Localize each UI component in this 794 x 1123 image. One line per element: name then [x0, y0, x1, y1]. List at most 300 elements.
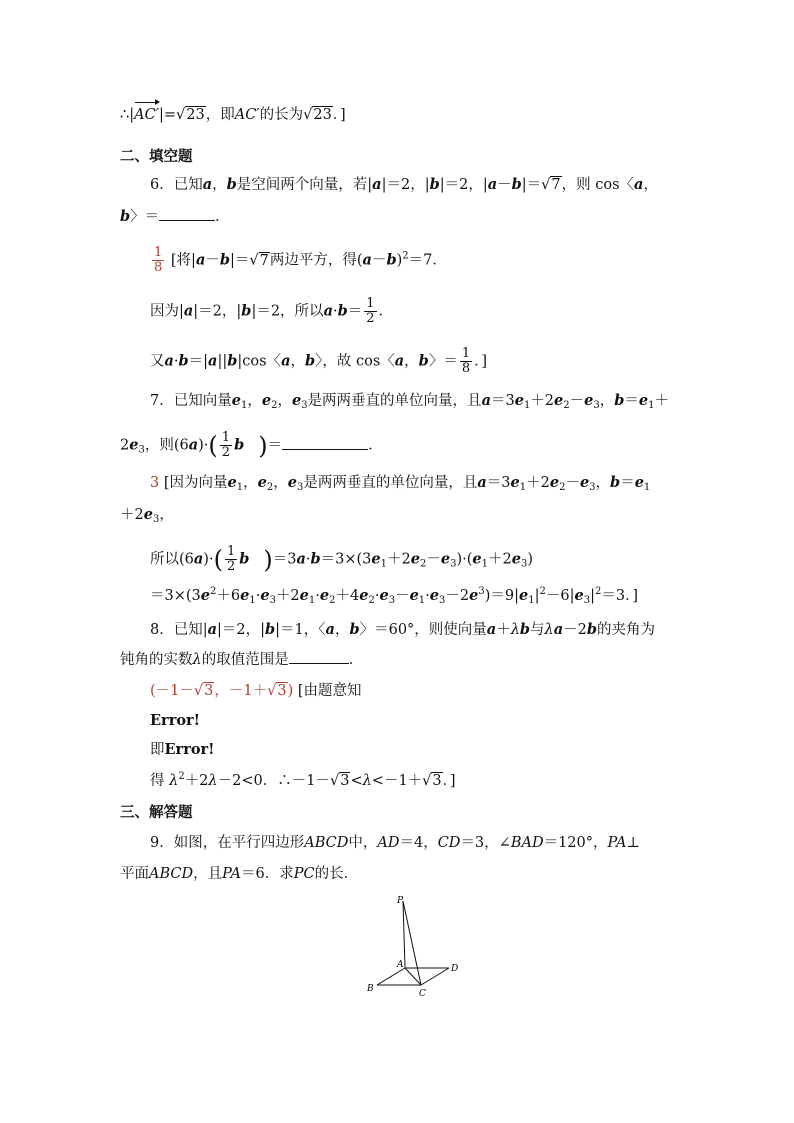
- text: |＝2，|: [193, 303, 242, 320]
- var: a: [296, 550, 306, 568]
- var: e: [287, 474, 297, 491]
- text: 钝角的实数: [120, 652, 193, 668]
- subscript: 3: [301, 400, 308, 411]
- question-6-line-2: [120, 207, 230, 227]
- var: a: [477, 474, 487, 491]
- var: λ: [169, 773, 179, 789]
- var: e: [299, 587, 309, 604]
- subscript: 2: [563, 400, 570, 411]
- var: a: [481, 392, 491, 409]
- text: ，即: [205, 107, 235, 123]
- var: e: [549, 474, 560, 491]
- text: ，: [404, 353, 419, 370]
- var: e: [579, 474, 590, 491]
- section-heading-fill-blank: 二、填空题: [120, 148, 193, 165]
- var: λ: [192, 652, 202, 668]
- edge-cd: [421, 968, 449, 985]
- subscript: 3: [439, 595, 446, 606]
- text: ·: [255, 588, 261, 604]
- text: ＝: [624, 393, 639, 409]
- text: |＝: [521, 177, 542, 193]
- exponent: 2: [210, 586, 217, 597]
- question-8-line-1: [150, 620, 655, 640]
- var: PA: [607, 835, 627, 851]
- var: e: [511, 550, 521, 568]
- text: )·: [198, 437, 209, 454]
- edge-pc: [403, 901, 421, 985]
- var: e: [240, 587, 250, 604]
- var: b: [178, 352, 189, 370]
- var: a: [195, 251, 206, 269]
- subscript: 1: [236, 482, 244, 493]
- text: ＝|: [188, 353, 209, 370]
- text: 的取值范围是: [201, 652, 289, 668]
- var: b: [226, 176, 237, 193]
- label-c: C: [419, 989, 426, 999]
- var: b: [304, 352, 316, 370]
- text: 是两两垂直的单位向量，且: [307, 393, 482, 409]
- text: |＝2，|: [439, 177, 488, 193]
- subscript: 3: [138, 444, 145, 456]
- sqrt-sign: √: [303, 107, 313, 123]
- text: ＋2: [387, 551, 411, 568]
- text: )＝9|: [484, 588, 520, 604]
- text: ＝3×(3: [320, 551, 372, 568]
- var: e: [429, 587, 440, 604]
- radicand: 7: [259, 252, 269, 269]
- subscript: 3: [520, 558, 528, 570]
- text: ): [527, 551, 534, 568]
- var: e: [519, 587, 529, 604]
- text: ＋2: [530, 393, 555, 409]
- text: (－1－: [150, 683, 194, 699]
- text: ·: [315, 588, 320, 604]
- sqrt-sign: √: [541, 177, 551, 193]
- var: a: [487, 176, 498, 193]
- var: e: [231, 392, 241, 409]
- radicand: 7: [551, 177, 561, 193]
- var: e: [514, 392, 524, 409]
- var: λ: [544, 622, 554, 638]
- var: a: [188, 436, 199, 454]
- text: ＋2: [488, 551, 512, 568]
- question-9-line-2: [120, 864, 358, 884]
- var: b: [265, 621, 276, 638]
- fraction: [460, 347, 472, 376]
- denominator: 2: [221, 445, 231, 460]
- sqrt-sign: √: [422, 773, 432, 789]
- var: e: [261, 392, 272, 409]
- numerator: 1: [461, 346, 471, 361]
- text: －: [497, 177, 512, 193]
- text: ．: [348, 652, 364, 668]
- text: ＋6: [216, 588, 241, 604]
- sqrt-sign: √: [249, 252, 259, 269]
- answer-blank[interactable]: [159, 220, 215, 221]
- radicand: 23: [186, 107, 205, 123]
- text: ，: [159, 507, 174, 523]
- text: ＝3．]: [601, 588, 639, 604]
- text: 即: [150, 742, 165, 758]
- var: AD: [377, 835, 400, 851]
- text: |＝: [229, 252, 250, 269]
- text: 8．已知|: [150, 622, 208, 638]
- radicand: 3: [432, 773, 442, 789]
- answer-7-line-3: [150, 545, 533, 574]
- var: b: [239, 550, 250, 568]
- text: ⊥: [626, 835, 641, 851]
- text: 2: [120, 437, 130, 454]
- text: ∴|: [120, 107, 135, 123]
- text: 〉＝60°，则使向量: [359, 622, 487, 638]
- answer-blank[interactable]: [282, 449, 368, 450]
- var: a: [372, 176, 382, 193]
- subscript: 1: [648, 400, 655, 411]
- answer-6-line-3: [150, 347, 487, 376]
- var: e: [469, 587, 479, 604]
- var: a: [202, 176, 213, 193]
- subscript: 2: [368, 595, 375, 606]
- var: e: [260, 587, 270, 604]
- sqrt-sign: √: [329, 773, 340, 789]
- edge-ac: [405, 968, 421, 985]
- section-heading-answer: 三、解答题: [120, 804, 193, 821]
- var: BAD: [510, 835, 544, 851]
- text: ＝: [267, 437, 283, 454]
- answer-blank[interactable]: [289, 663, 349, 664]
- var: e: [143, 506, 153, 523]
- text: 9．如图，在平行四边形: [150, 835, 305, 851]
- var: e: [574, 587, 584, 604]
- text: ，: [643, 177, 658, 193]
- subscript: 1: [643, 482, 651, 493]
- denominator: 8: [461, 361, 471, 376]
- text: ＝3，∠: [460, 835, 511, 851]
- var: e: [200, 587, 210, 604]
- var: b: [519, 621, 531, 638]
- right-paren: ): [258, 431, 268, 460]
- var: b: [429, 176, 440, 193]
- text: <: [350, 773, 363, 789]
- text: ＝4，: [399, 835, 438, 851]
- var: b: [349, 621, 360, 638]
- numerator: 1: [154, 245, 163, 260]
- answer-6-line-1: [150, 246, 447, 275]
- text: ＝3: [490, 393, 515, 409]
- text: ＝6．求: [241, 866, 294, 882]
- text: ，: [277, 393, 292, 409]
- var: a: [634, 176, 644, 193]
- text: ，: [290, 353, 305, 370]
- var: e: [129, 436, 139, 454]
- var: a: [164, 352, 174, 370]
- text: ＋: [496, 622, 511, 638]
- sqrt-sign: √: [176, 107, 186, 123]
- text: ): [287, 683, 294, 699]
- var: b: [614, 392, 625, 409]
- text: ＋2: [184, 773, 209, 789]
- answer-fraction: [152, 246, 164, 275]
- numerator: 1: [226, 544, 236, 559]
- var: b: [241, 302, 252, 320]
- text: |＝1，〈: [275, 622, 326, 638]
- text: |: [534, 588, 540, 604]
- text: ，: [212, 177, 227, 193]
- text: ＝: [347, 303, 363, 320]
- label-p: P: [397, 896, 404, 906]
- var: e: [409, 587, 419, 604]
- var: λ: [510, 622, 520, 638]
- subscript: 1: [418, 595, 426, 606]
- text: ，－1＋: [214, 683, 268, 699]
- text: 所以(6: [150, 551, 194, 568]
- denominator: 8: [154, 260, 163, 275]
- sqrt-sign: √: [193, 683, 204, 699]
- numerator: 1: [366, 296, 375, 311]
- text: 与: [530, 622, 545, 638]
- text: －: [205, 252, 220, 269]
- var: λ: [362, 773, 372, 789]
- text: ．]: [442, 773, 456, 789]
- text: 〉＝: [428, 353, 458, 370]
- text: ．: [368, 437, 383, 454]
- text: [因为向量: [163, 475, 228, 491]
- text: －: [395, 588, 410, 604]
- var: ABCD: [149, 866, 194, 882]
- answer-interval: [150, 682, 293, 699]
- var: a: [207, 621, 218, 638]
- subscript: 3: [296, 482, 304, 493]
- text: 的长．: [314, 866, 359, 882]
- var: b: [234, 436, 245, 454]
- answer-line-ac: [120, 105, 346, 125]
- label-a: A: [397, 960, 404, 970]
- var: b: [219, 251, 230, 269]
- text: 是两两垂直的单位向量，且: [303, 475, 478, 491]
- text: |=: [158, 107, 177, 123]
- var: e: [227, 474, 237, 491]
- denominator: 2: [366, 311, 375, 326]
- subscript: 1: [308, 595, 316, 606]
- text: 的长为: [259, 107, 304, 123]
- var: e: [371, 550, 381, 568]
- text: ，: [334, 622, 350, 638]
- subscript: 2: [266, 482, 274, 493]
- text: 是空间两个向量，若|: [236, 177, 373, 193]
- denominator: 2: [226, 559, 236, 574]
- var: PA: [222, 866, 242, 882]
- answer-value: 3: [150, 475, 160, 491]
- error-text: Error!: [164, 741, 215, 758]
- var: e: [554, 392, 564, 409]
- text: ): [396, 252, 403, 269]
- text: ，: [595, 475, 611, 491]
- text: [将|: [170, 252, 196, 269]
- exponent: 2: [539, 586, 546, 597]
- var: e: [319, 587, 330, 604]
- text: ·: [305, 551, 311, 568]
- sqrt-sign: √: [267, 683, 277, 699]
- var: e: [634, 474, 644, 491]
- text: ＋2: [120, 507, 144, 523]
- var: e: [510, 474, 520, 491]
- radicand: 23: [313, 107, 332, 123]
- text: [由题意知: [297, 683, 362, 699]
- var: a: [486, 621, 497, 638]
- subscript: 2: [559, 482, 566, 493]
- var: b: [418, 352, 429, 370]
- question-7-line-1: [150, 391, 669, 411]
- var: e: [440, 550, 451, 568]
- text: ＝3×(3: [150, 588, 201, 604]
- label-b: B: [367, 984, 374, 994]
- subscript: 1: [523, 400, 531, 411]
- var: a: [325, 621, 335, 638]
- text: ，且: [193, 866, 223, 882]
- exponent: 2: [178, 771, 185, 782]
- var: b: [610, 474, 621, 491]
- text: ．: [215, 209, 230, 225]
- var: a: [394, 352, 405, 370]
- var: b: [227, 352, 238, 370]
- subscript: 2: [419, 558, 427, 570]
- text: ＝: [620, 475, 635, 491]
- var: e: [291, 392, 302, 409]
- text: ＝120°，: [543, 835, 608, 851]
- text: 平面: [120, 866, 149, 882]
- text: |cos〈: [237, 353, 282, 370]
- radicand: 3: [340, 773, 350, 789]
- text: ＝3: [486, 475, 511, 491]
- var: a: [281, 352, 291, 370]
- var: a: [323, 302, 333, 320]
- text: －2: [563, 622, 587, 638]
- text: ·: [173, 353, 179, 370]
- text: －: [569, 393, 585, 409]
- question-7-line-2: [120, 431, 383, 460]
- pyramid-figure: [355, 893, 475, 1003]
- var: b: [337, 302, 348, 320]
- text: |＝2，|: [217, 622, 266, 638]
- text: |＝2，所以: [251, 303, 324, 320]
- question-8-line-2: [120, 650, 363, 670]
- fraction: [220, 431, 232, 460]
- left-paren: (: [213, 545, 223, 574]
- fraction: [225, 545, 237, 574]
- var: e: [257, 474, 267, 491]
- text: －: [565, 475, 580, 491]
- subscript: 3: [589, 482, 596, 493]
- subscript: 3: [152, 514, 160, 525]
- text: ＋4: [335, 588, 360, 604]
- text: ．]: [332, 107, 346, 123]
- question-6-line-1: [150, 175, 658, 195]
- text: 中，: [348, 835, 378, 851]
- subscript: 2: [329, 595, 336, 606]
- text: ·: [425, 588, 430, 604]
- subscript: 3: [388, 595, 396, 606]
- text: |＝2，|: [381, 177, 430, 193]
- var: e: [410, 550, 420, 568]
- left-paren: (: [208, 431, 218, 460]
- var: b: [310, 550, 321, 568]
- text: )·(: [456, 551, 473, 568]
- label-d: D: [451, 964, 459, 974]
- text: －: [371, 252, 387, 269]
- text: 的夹角为: [597, 622, 656, 638]
- answer-7-line-1: [150, 473, 650, 493]
- right-paren: ): [263, 545, 273, 574]
- edge-ab: [377, 968, 405, 985]
- answer-8-line-4: [150, 771, 456, 791]
- var: CD: [437, 835, 461, 851]
- var: e: [584, 392, 594, 409]
- answer-8-line-1: [150, 681, 362, 701]
- var: a: [362, 251, 372, 269]
- text: 〉＝: [130, 209, 160, 225]
- text: ·: [332, 303, 338, 320]
- answer-8-line-3: [150, 740, 215, 760]
- var: a: [193, 550, 204, 568]
- text: －6|: [545, 588, 575, 604]
- answer-6-line-2: [150, 297, 393, 326]
- var: b: [120, 208, 131, 225]
- text: 得: [150, 773, 165, 789]
- var: b: [386, 251, 397, 269]
- text: ，: [243, 475, 258, 491]
- text: －2<0．∴－1－: [217, 773, 330, 789]
- error-line-1: Error!: [150, 712, 201, 729]
- answer-7-line-2: [120, 505, 174, 525]
- text: ＋2: [275, 588, 300, 604]
- text: ，: [273, 475, 288, 491]
- radicand: 3: [277, 683, 287, 699]
- text: )·: [203, 551, 214, 568]
- var: a: [208, 352, 218, 370]
- var: e: [379, 587, 389, 604]
- text: ，: [247, 393, 262, 409]
- text: 又: [150, 353, 165, 370]
- vector-ac-prime: AC′: [134, 107, 159, 123]
- subscript: 3: [593, 400, 600, 411]
- var: e: [472, 550, 482, 568]
- subscript: 1: [380, 558, 388, 570]
- var: a: [553, 621, 564, 638]
- text: <－1＋: [371, 773, 423, 789]
- answer-7-line-4: [150, 586, 638, 606]
- text: 7．已知向量: [150, 393, 232, 409]
- var: a: [183, 302, 194, 320]
- subscript: 1: [240, 400, 248, 411]
- fraction: [364, 297, 376, 326]
- exponent: 3: [478, 586, 485, 597]
- var: ABCD: [304, 835, 349, 851]
- text: ，则 cos〈: [561, 177, 635, 193]
- text: 两边平方，得(: [269, 252, 363, 269]
- subscript: 1: [481, 558, 489, 570]
- text: ＝3: [272, 551, 297, 568]
- text: ，: [599, 393, 615, 409]
- subscript: 1: [528, 595, 535, 606]
- numerator: 1: [221, 430, 231, 445]
- subscript: 2: [271, 400, 278, 411]
- text: 〉，故 cos〈: [315, 353, 395, 370]
- text: ．: [378, 303, 393, 320]
- text: ||: [217, 353, 228, 370]
- text: －2: [445, 588, 470, 604]
- subscript: 3: [450, 558, 457, 570]
- text: AC′: [234, 107, 260, 123]
